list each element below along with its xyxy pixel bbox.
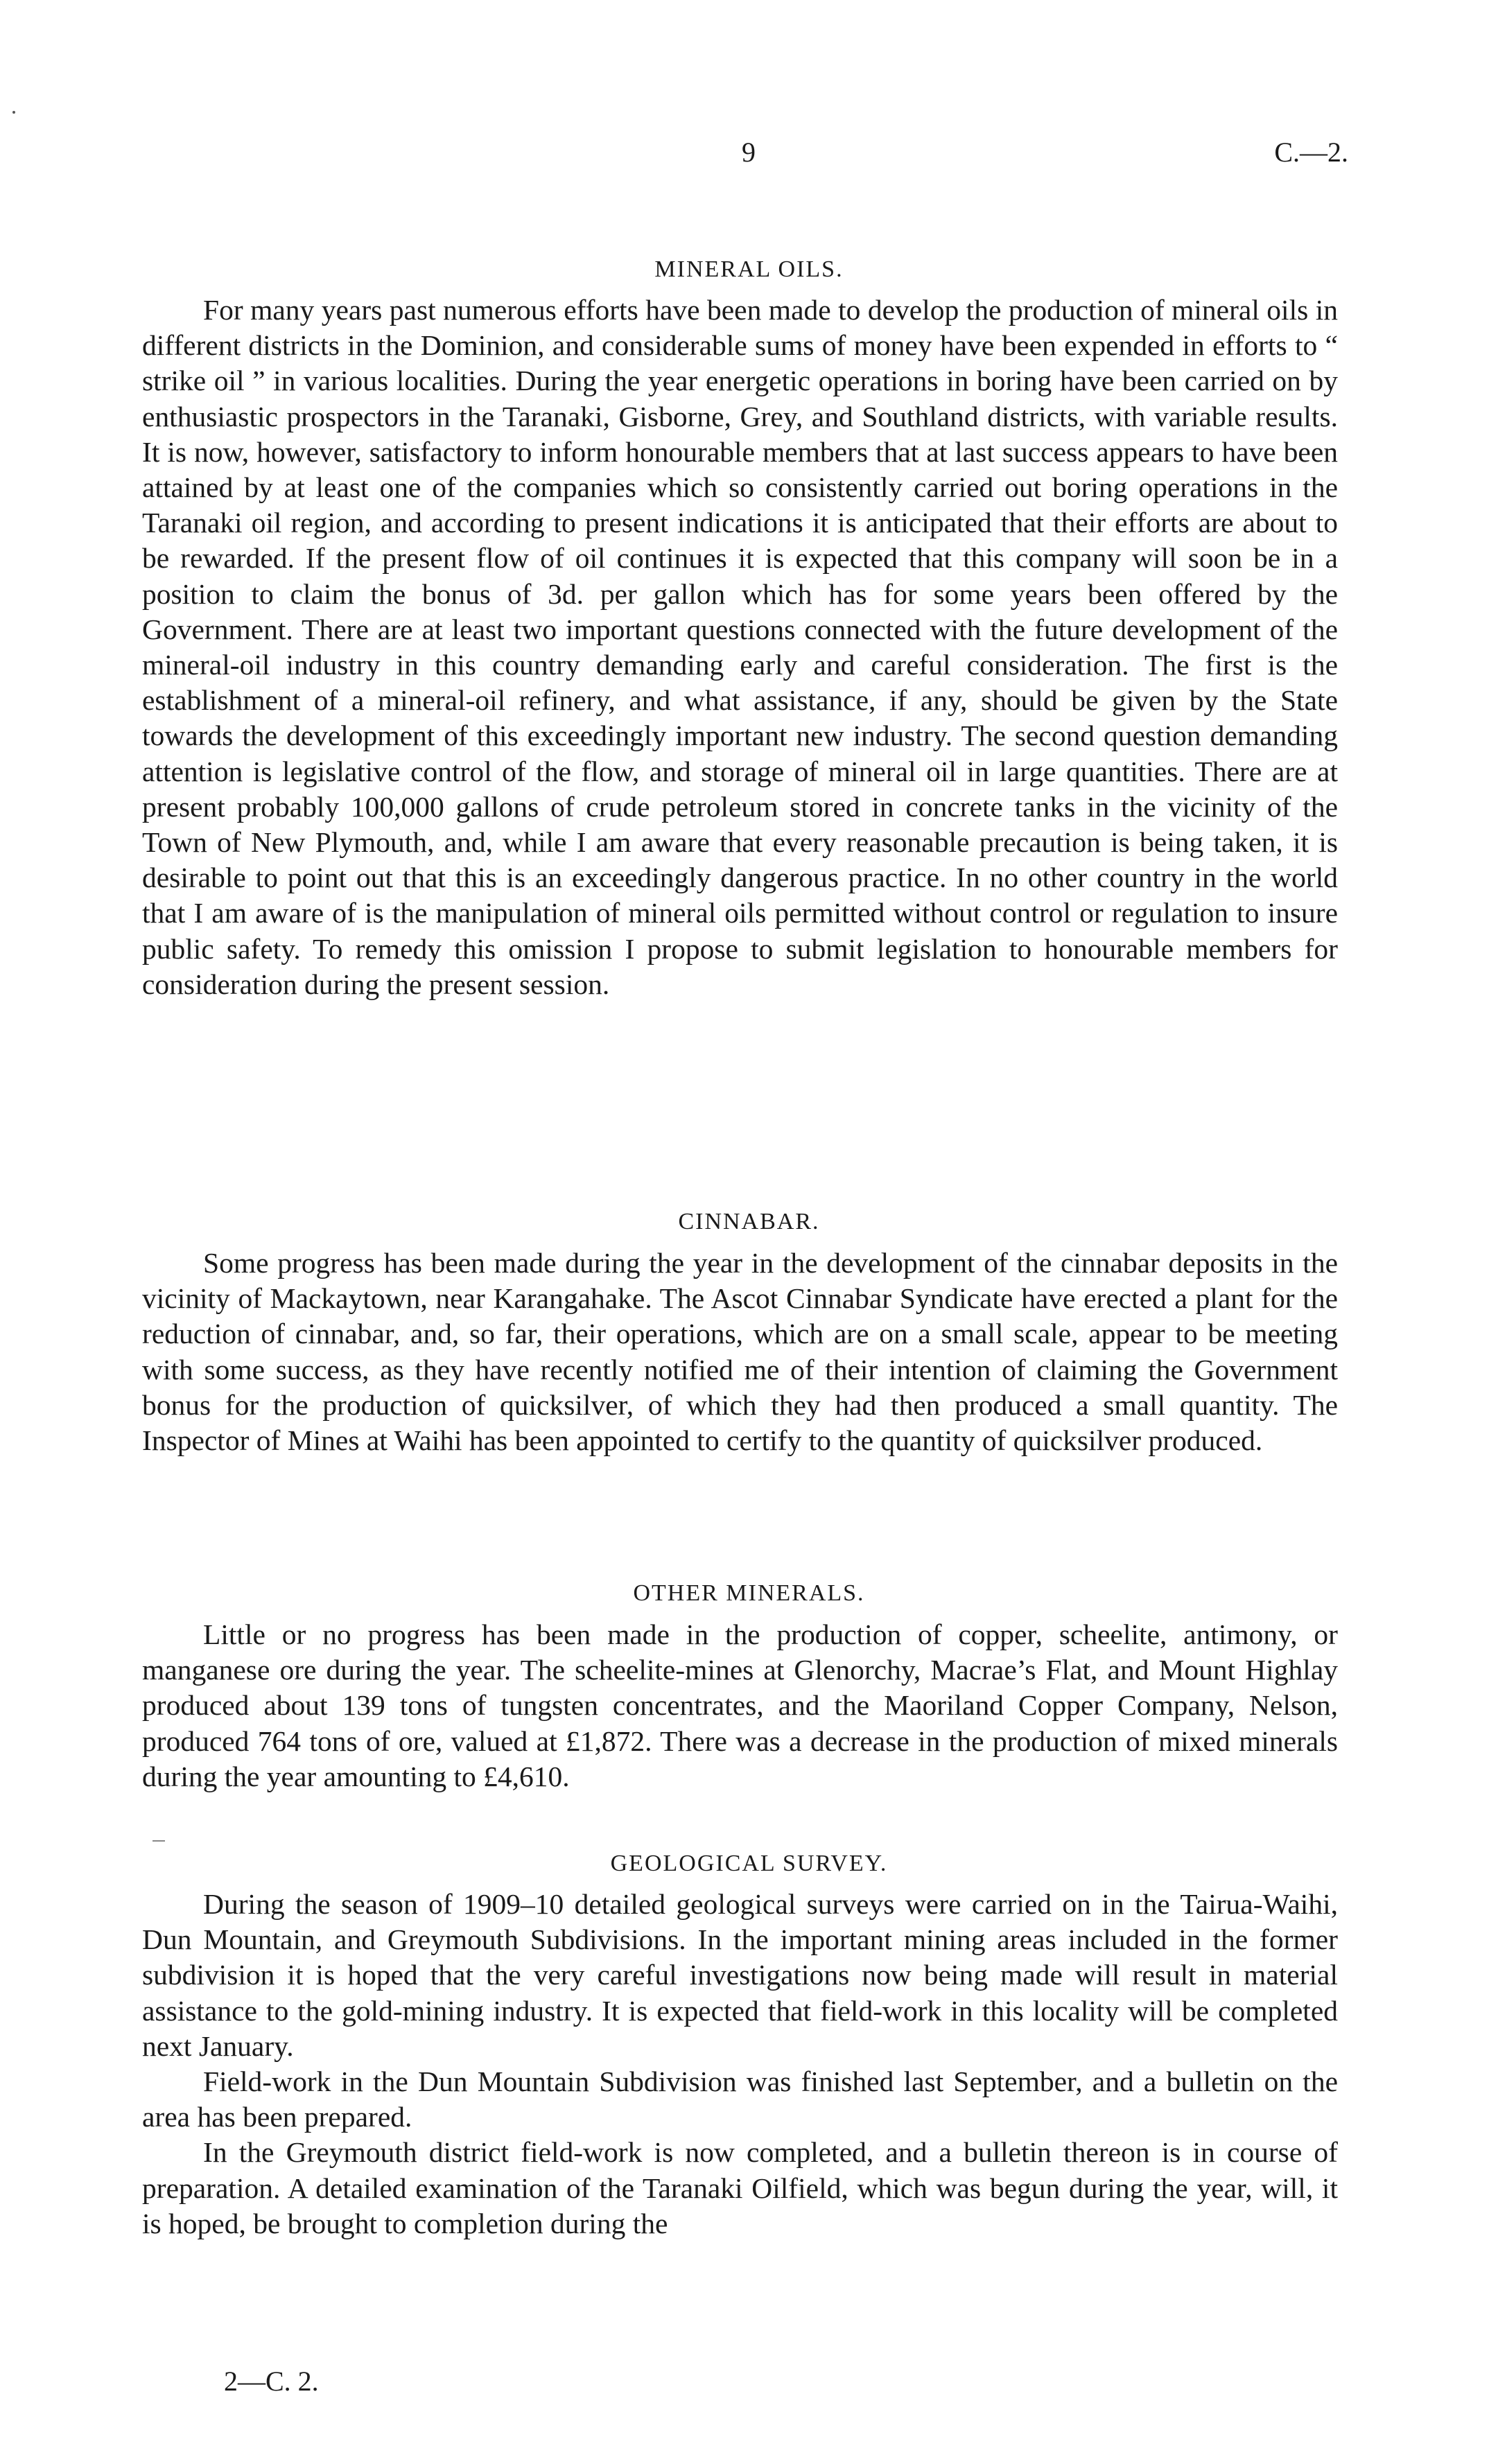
heading-geological-survey: GEOLOGICAL SURVEY. <box>610 1851 888 1876</box>
signature-mark: 2—C. 2. <box>224 2366 319 2397</box>
page-number: 9 <box>742 137 756 168</box>
heading-cinnabar: CINNABAR. <box>678 1209 820 1234</box>
section-cinnabar <box>142 1246 1338 1458</box>
heading-other-minerals: OTHER MINERALS. <box>633 1580 865 1606</box>
paragraph: Field-work in the Dun Mountain Subdivision was finished last September, and a bulletin on the area has been prepared. <box>142 2065 1338 2133</box>
document-reference: C.—2. <box>1274 137 1348 168</box>
section-other-minerals <box>142 1617 1338 1794</box>
paragraph: In the Greymouth district field-work is now completed, and a bulletin thereon is in course of preparation. A detailed examination of the Taranaki Oilfield, which was begun during the year, will, it is hoped, be brought to completion during the <box>142 2136 1338 2239</box>
paragraph: For many years past numerous efforts have been made to develop the production of mineral oils in different districts in the Dominion, and considerable sums of money have been expended in efforts to “ strike oil ” in various localities. During the year energetic operations in boring have been carried on by enthusiastic prospectors in the Taranaki, Gisborne, Grey, and Southland districts, with variable results. It is now, however, satisfactory to inform honourable members that at last success appears to have been attained by at least one of the companies which so consistently carried out boring operations in the Taranaki oil region, and according to present indications it is anticipated that their efforts are about to be rewarded. If the present flow of oil continues it is expected that this company will soon be in a position to claim the bonus of 3d. per gallon which has for some years been offered by the Government. There are at least two important questions connected with the future development of the mineral-oil industry in this country demanding early and careful consideration. The first is the establishment of a mineral-oil refinery, and what assistance, if any, should be given by the State towards the development of this exceedingly important new industry. The second question demanding attention is legislative control of the flow, and storage of mineral oil in large quantities. There are at present probably 100,000 gallons of crude petroleum stored in concrete tanks in the vicinity of the Town of New Plymouth, and, while I am aware that every reasonable precaution is being taken, it is desirable to point out that this is an exceedingly dangerous practice. In no other country in the world that I am aware of is the manipulation of mineral oils permitted without control or regulation to insure public safety. To remedy this omission I propose to submit legislation to honourable members for consideration during the present session. <box>142 294 1338 1000</box>
paragraph: During the season of 1909–10 detailed geological surveys were carried on in the Tairua-Waihi, Dun Mountain, and Greymouth Subdivisions. In the important mining areas included in the former subdivision it is hoped that the very careful investigations now being made will result in material assistance to the gold-mining industry. It is expected that field-work in this locality will be completed next January. <box>142 1888 1338 2062</box>
margin-speck <box>12 111 15 114</box>
paragraph: Some progress has been made during the year in the development of the cinnabar deposits in the vicinity of Mackaytown, near Karangahake. The Ascot Cinnabar Syndicate have erected a plant for the reduction of cinnabar, and, so far, their operations, which are on a small scale, appear to be meeting with some success, as they have recently notified me of their intention of claiming the Government bonus for the production of quicksilver, of which they had then produced a small quantity. The Inspector of Mines at Waihi has been appointed to certify to the quantity of quicksilver produced. <box>142 1247 1338 1457</box>
margin-mark <box>153 1840 165 1842</box>
paragraph: Little or no progress has been made in the production of copper, scheelite, antimony, or manganese ore during the year. The scheelite-mines at Glenorchy, Macrae’s Flat, and Mount Highlay produced about 139 tons of tungsten concentrates, and the Maoriland Copper Company, Nelson, produced 764 tons of ore, valued at £1,872. There was a decrease in the production of mixed minerals during the year amounting to £4,610. <box>142 1618 1338 1792</box>
section-mineral-oils <box>142 292 1338 1002</box>
section-geological-survey <box>142 1887 1338 2242</box>
heading-mineral-oils: MINERAL OILS. <box>654 256 844 282</box>
